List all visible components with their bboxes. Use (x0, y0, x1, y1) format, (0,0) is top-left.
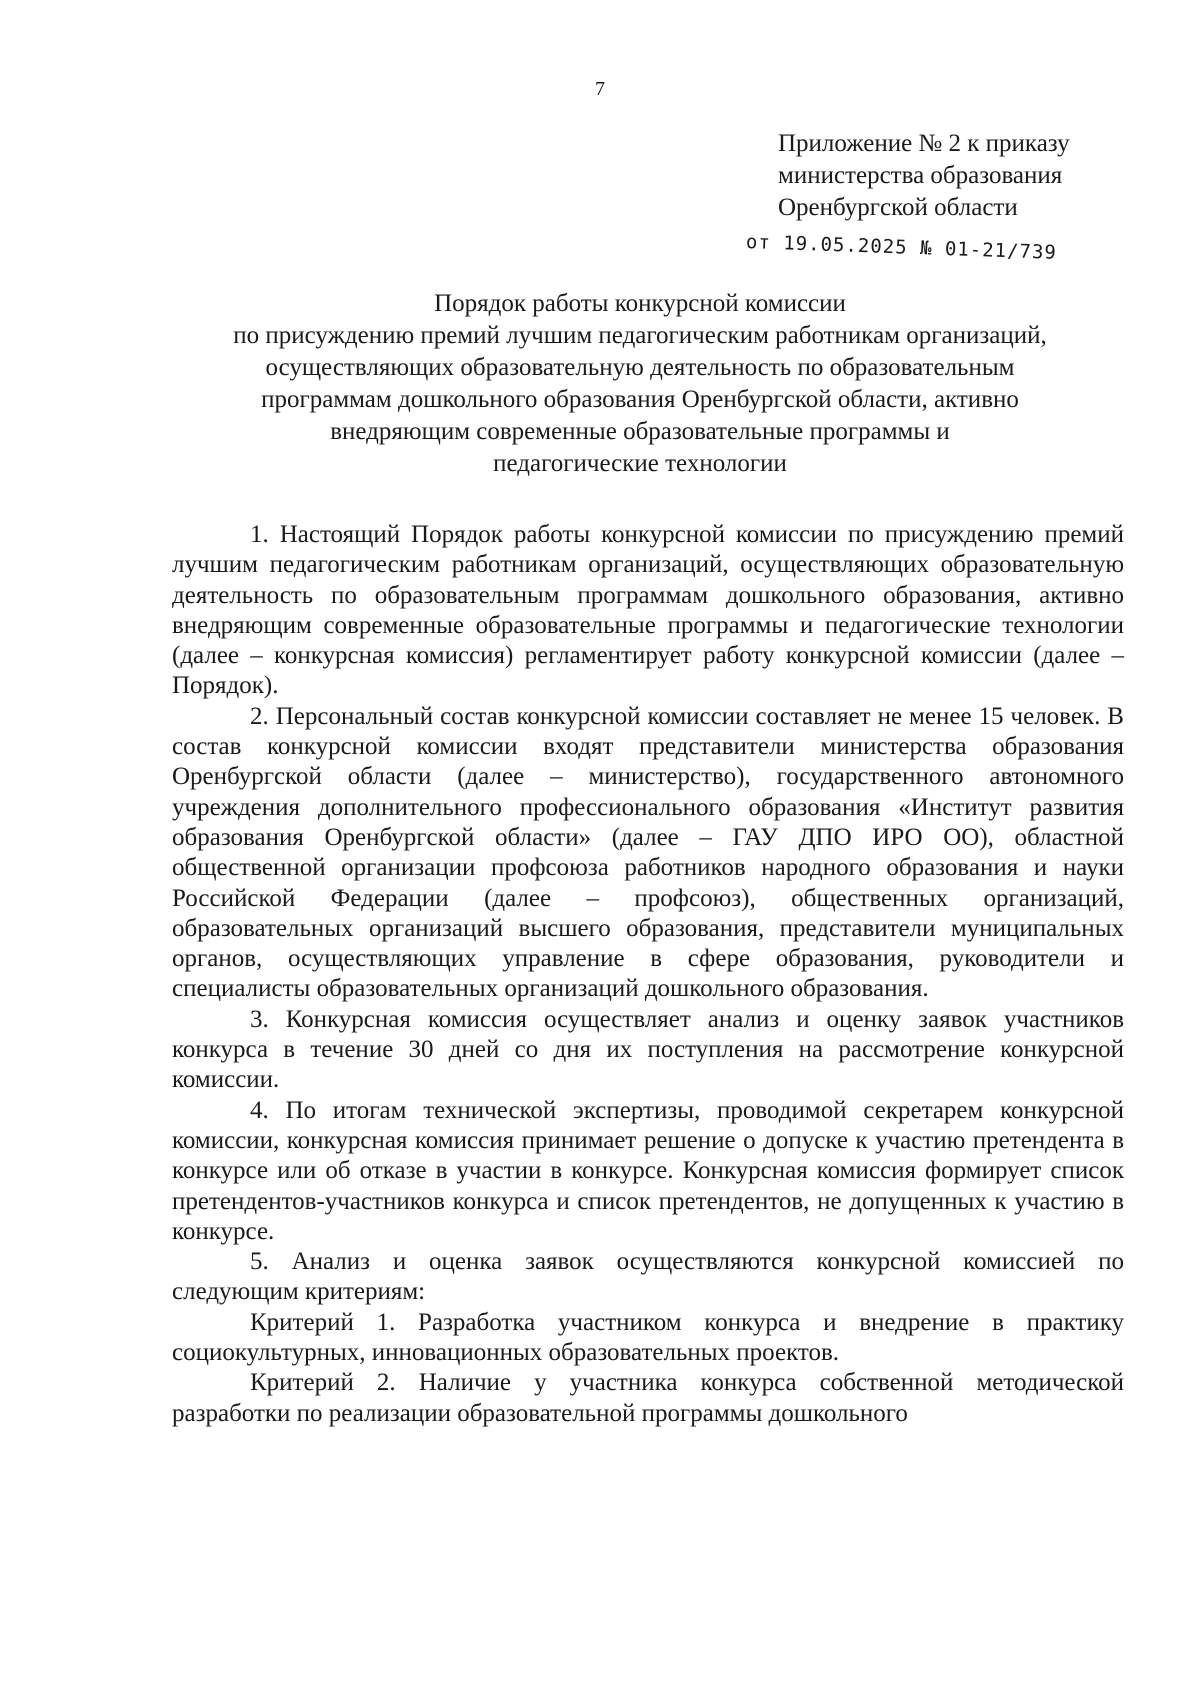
document-body (172, 520, 1124, 1429)
document-title (150, 288, 1130, 480)
title-line: внедряющим современные образовательные программы и (330, 418, 950, 445)
title-line: осуществляющих образовательную деятельность по образовательным (265, 354, 1015, 381)
annex-line: министерства образования (778, 162, 1063, 189)
paragraph-3: 3. Конкурсная комиссия осуществляет анализ и оценку заявок участников конкурса в течение 30 дней со дня их поступления на рассмотрение конкурсной комиссии. (172, 1005, 1124, 1094)
annex-header (745, 128, 1178, 264)
title-line: педагогические технологии (493, 450, 787, 477)
handwritten-date-number: от 19.05.2025 № 01-21/739 (745, 231, 1058, 264)
title-line: по присуждению премий лучшим педагогическим работникам организаций, (233, 322, 1047, 349)
page-number: 7 (595, 78, 605, 100)
paragraph-5: 5. Анализ и оценка заявок осуществляются конкурсной комиссией по следующим критериям: (172, 1248, 1124, 1306)
paragraph-2: 2. Персональный состав конкурсной комиссии составляет не менее 15 человек. В состав конкурсной комиссии входят представители министерства образования Оренбургской области (далее – министерство), государственного автономного учреждения дополнительного профессионального образования «Институт развития образования Оренбургской области» (далее – ГАУ ДПО ИРО ОО), областной общественной организации профсоюза работников народного образования и науки Российской Федерации (далее – профсоюз), общественных организаций, образовательных организаций высшего образования, представители муниципальных органов, осуществляющих управление в сфере образования, руководители и специалисты образовательных организаций дошкольного образования. (172, 702, 1124, 1003)
annex-line: Приложение № 2 к приказу (778, 130, 1070, 157)
criterion-1: Критерий 1. Разработка участником конкурса и внедрение в практику социокультурных, инновационных образовательных проектов. (172, 1308, 1124, 1367)
annex-line: Оренбургской области (778, 194, 1018, 221)
paragraph-1: 1. Настоящий Порядок работы конкурсной комиссии по присуждению премий лучшим педагогическим работникам организаций, осуществляющих образовательную деятельность по образовательным программам дошкольного образования, активно внедряющим современные образовательные программы и педагогические технологии (далее – конкурсная комиссия) регламентирует работу конкурсной комиссии (далее – Порядок). (172, 521, 1124, 700)
title-line: программам дошкольного образования Оренбургской области, активно (261, 386, 1019, 413)
criterion-2: Критерий 2. Наличие у участника конкурса собственной методической разработки по реализации образовательной программы дошкольного (172, 1369, 1124, 1427)
paragraph-4: 4. По итогам технической экспертизы, проводимой секретарем конкурсной комиссии, конкурсная комиссия принимает решение о допуске к участию претендента в конкурсе или об отказе в участии в конкурсе. Конкурсная комиссия формирует список претендентов-участников конкурса и список претендентов, не допущенных к участию в конкурсе. (172, 1096, 1124, 1245)
title-line: Порядок работы конкурсной комиссии (434, 290, 846, 317)
